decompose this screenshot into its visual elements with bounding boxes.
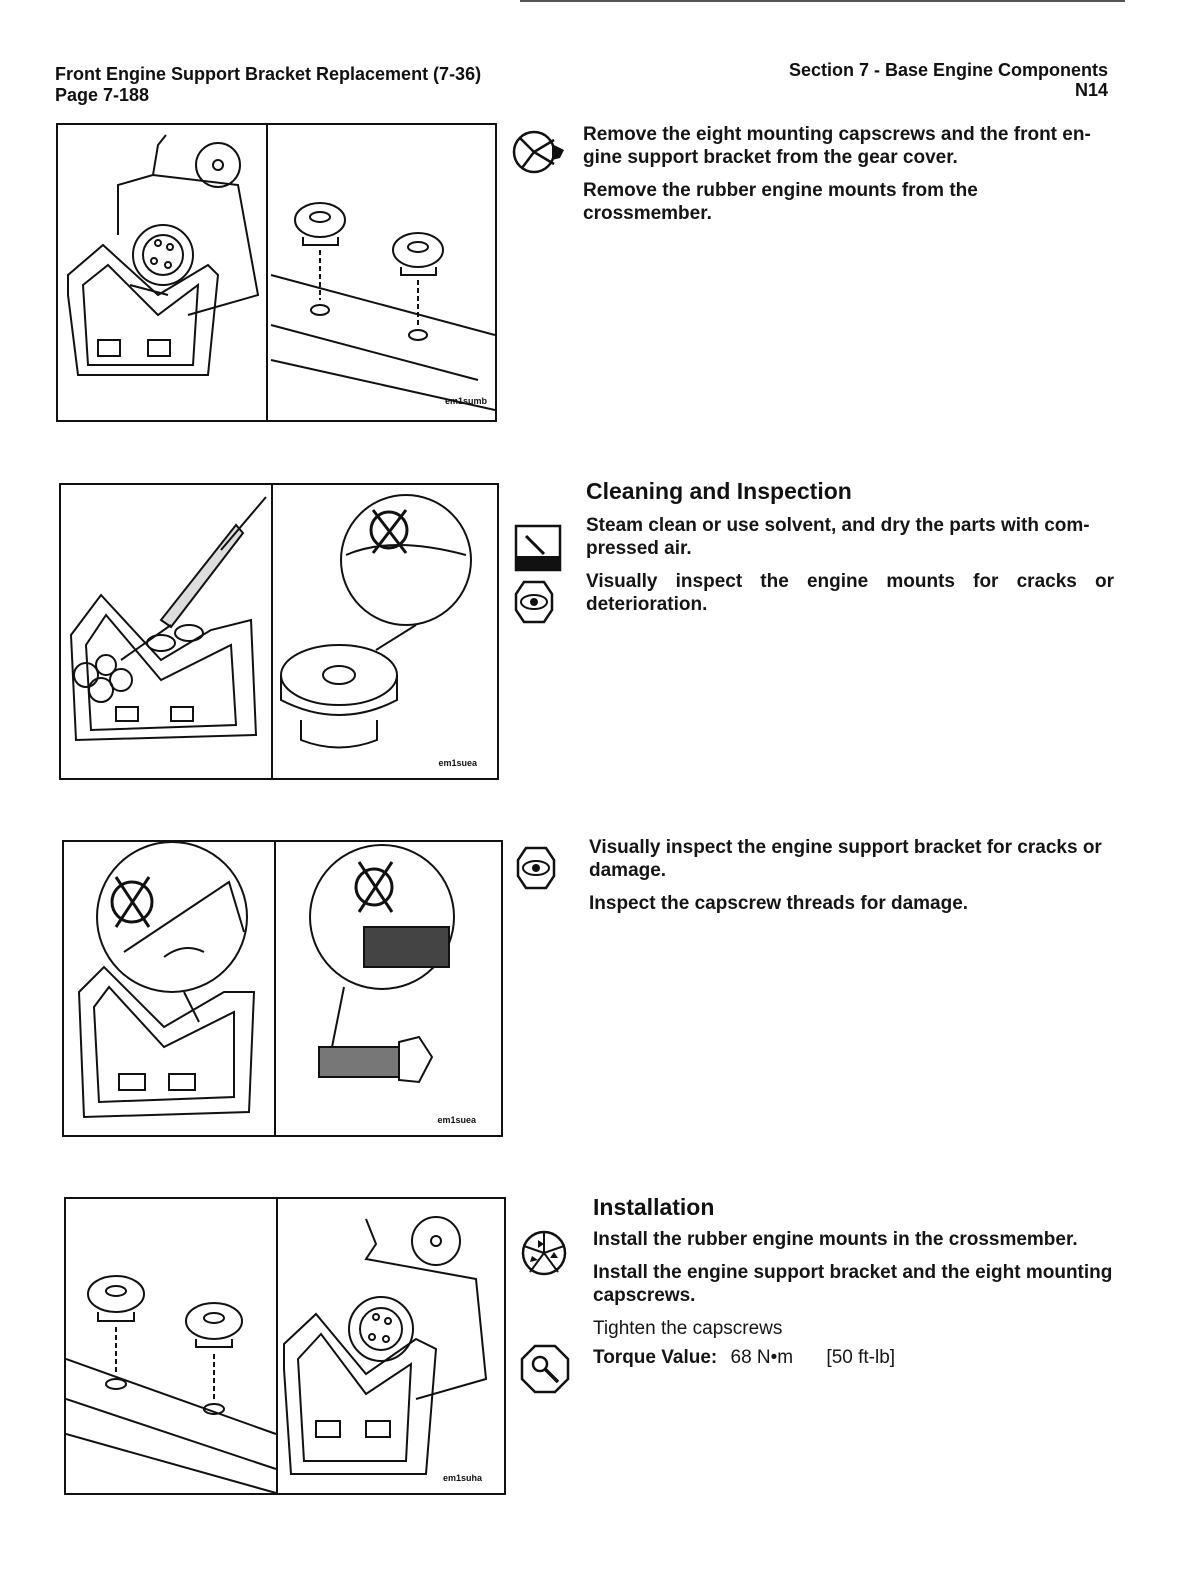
- cleaning-para-2-line-2: deterioration.: [586, 594, 708, 615]
- figure-installation: [64, 1197, 506, 1495]
- cleaning-text: [586, 514, 1114, 616]
- figure-removal: [56, 123, 497, 422]
- installation-para-2: Install the engine support bracket and the eight mounting capscrews.: [593, 1262, 1113, 1306]
- figure-cleaning: [59, 483, 499, 780]
- figure-id: em1suha: [442, 1473, 482, 1483]
- cleaning-para-2-line-1: Visually inspect the engine mounts for cracks or: [586, 571, 1114, 592]
- bracket-inspection-para-1: Visually inspect the engine support bracket for cracks or damage.: [589, 837, 1102, 881]
- torque-metric: 68 N•m: [730, 1347, 794, 1368]
- torque-label: Torque Value:: [593, 1347, 718, 1368]
- figure-id: em1suea: [438, 758, 477, 768]
- bracket-removal-illustration: [58, 125, 495, 420]
- bracket-inspection-illustration: [64, 842, 501, 1135]
- inspect-eye-icon: [516, 846, 556, 895]
- page-number: Page 7-188: [55, 85, 150, 105]
- figure-id: em1suea: [437, 1115, 476, 1125]
- installation-illustration: [66, 1199, 504, 1493]
- installation-para-3: Tighten the capscrews: [593, 1318, 783, 1339]
- section-heading-cleaning: Cleaning and Inspection: [586, 478, 852, 504]
- doc-title: Front Engine Support Bracket Replacement (7-36): [55, 64, 482, 84]
- torque-spec: [593, 1346, 1123, 1369]
- section-title: Section 7 - Base Engine Components: [788, 60, 1108, 80]
- install-icon: [518, 1228, 572, 1283]
- cleaning-illustration: [61, 485, 497, 778]
- installation-para-1: Install the rubber engine mounts in the crossmember.: [593, 1229, 1078, 1250]
- inspect-eye-icon: [514, 580, 554, 629]
- installation-text: [593, 1228, 1123, 1369]
- figure-id: em1sumb: [444, 396, 487, 406]
- torque-wrench-icon: [520, 1344, 570, 1399]
- torque-imperial: [50 ft-lb]: [826, 1347, 896, 1368]
- removal-para-1: Remove the eight mounting capscrews and the front en-gine support bracket from the gear cover.: [583, 124, 1091, 168]
- removal-para-2: Remove the rubber engine mounts from the crossmember.: [583, 180, 978, 224]
- bracket-inspection-para-2: Inspect the capscrew threads for damage.: [589, 893, 969, 914]
- section-heading-installation: Installation: [593, 1194, 715, 1220]
- wrench-remove-icon: [512, 128, 566, 181]
- figure-bracket-inspection: [62, 840, 503, 1137]
- model-code: N14: [1074, 80, 1108, 100]
- steam-clean-icon: [514, 524, 562, 577]
- cleaning-para-1: Steam clean or use solvent, and dry the parts with com-pressed air.: [586, 515, 1090, 559]
- removal-text: [583, 123, 1113, 235]
- bracket-inspection-text: [589, 836, 1119, 925]
- top-rule: [520, 0, 1125, 2]
